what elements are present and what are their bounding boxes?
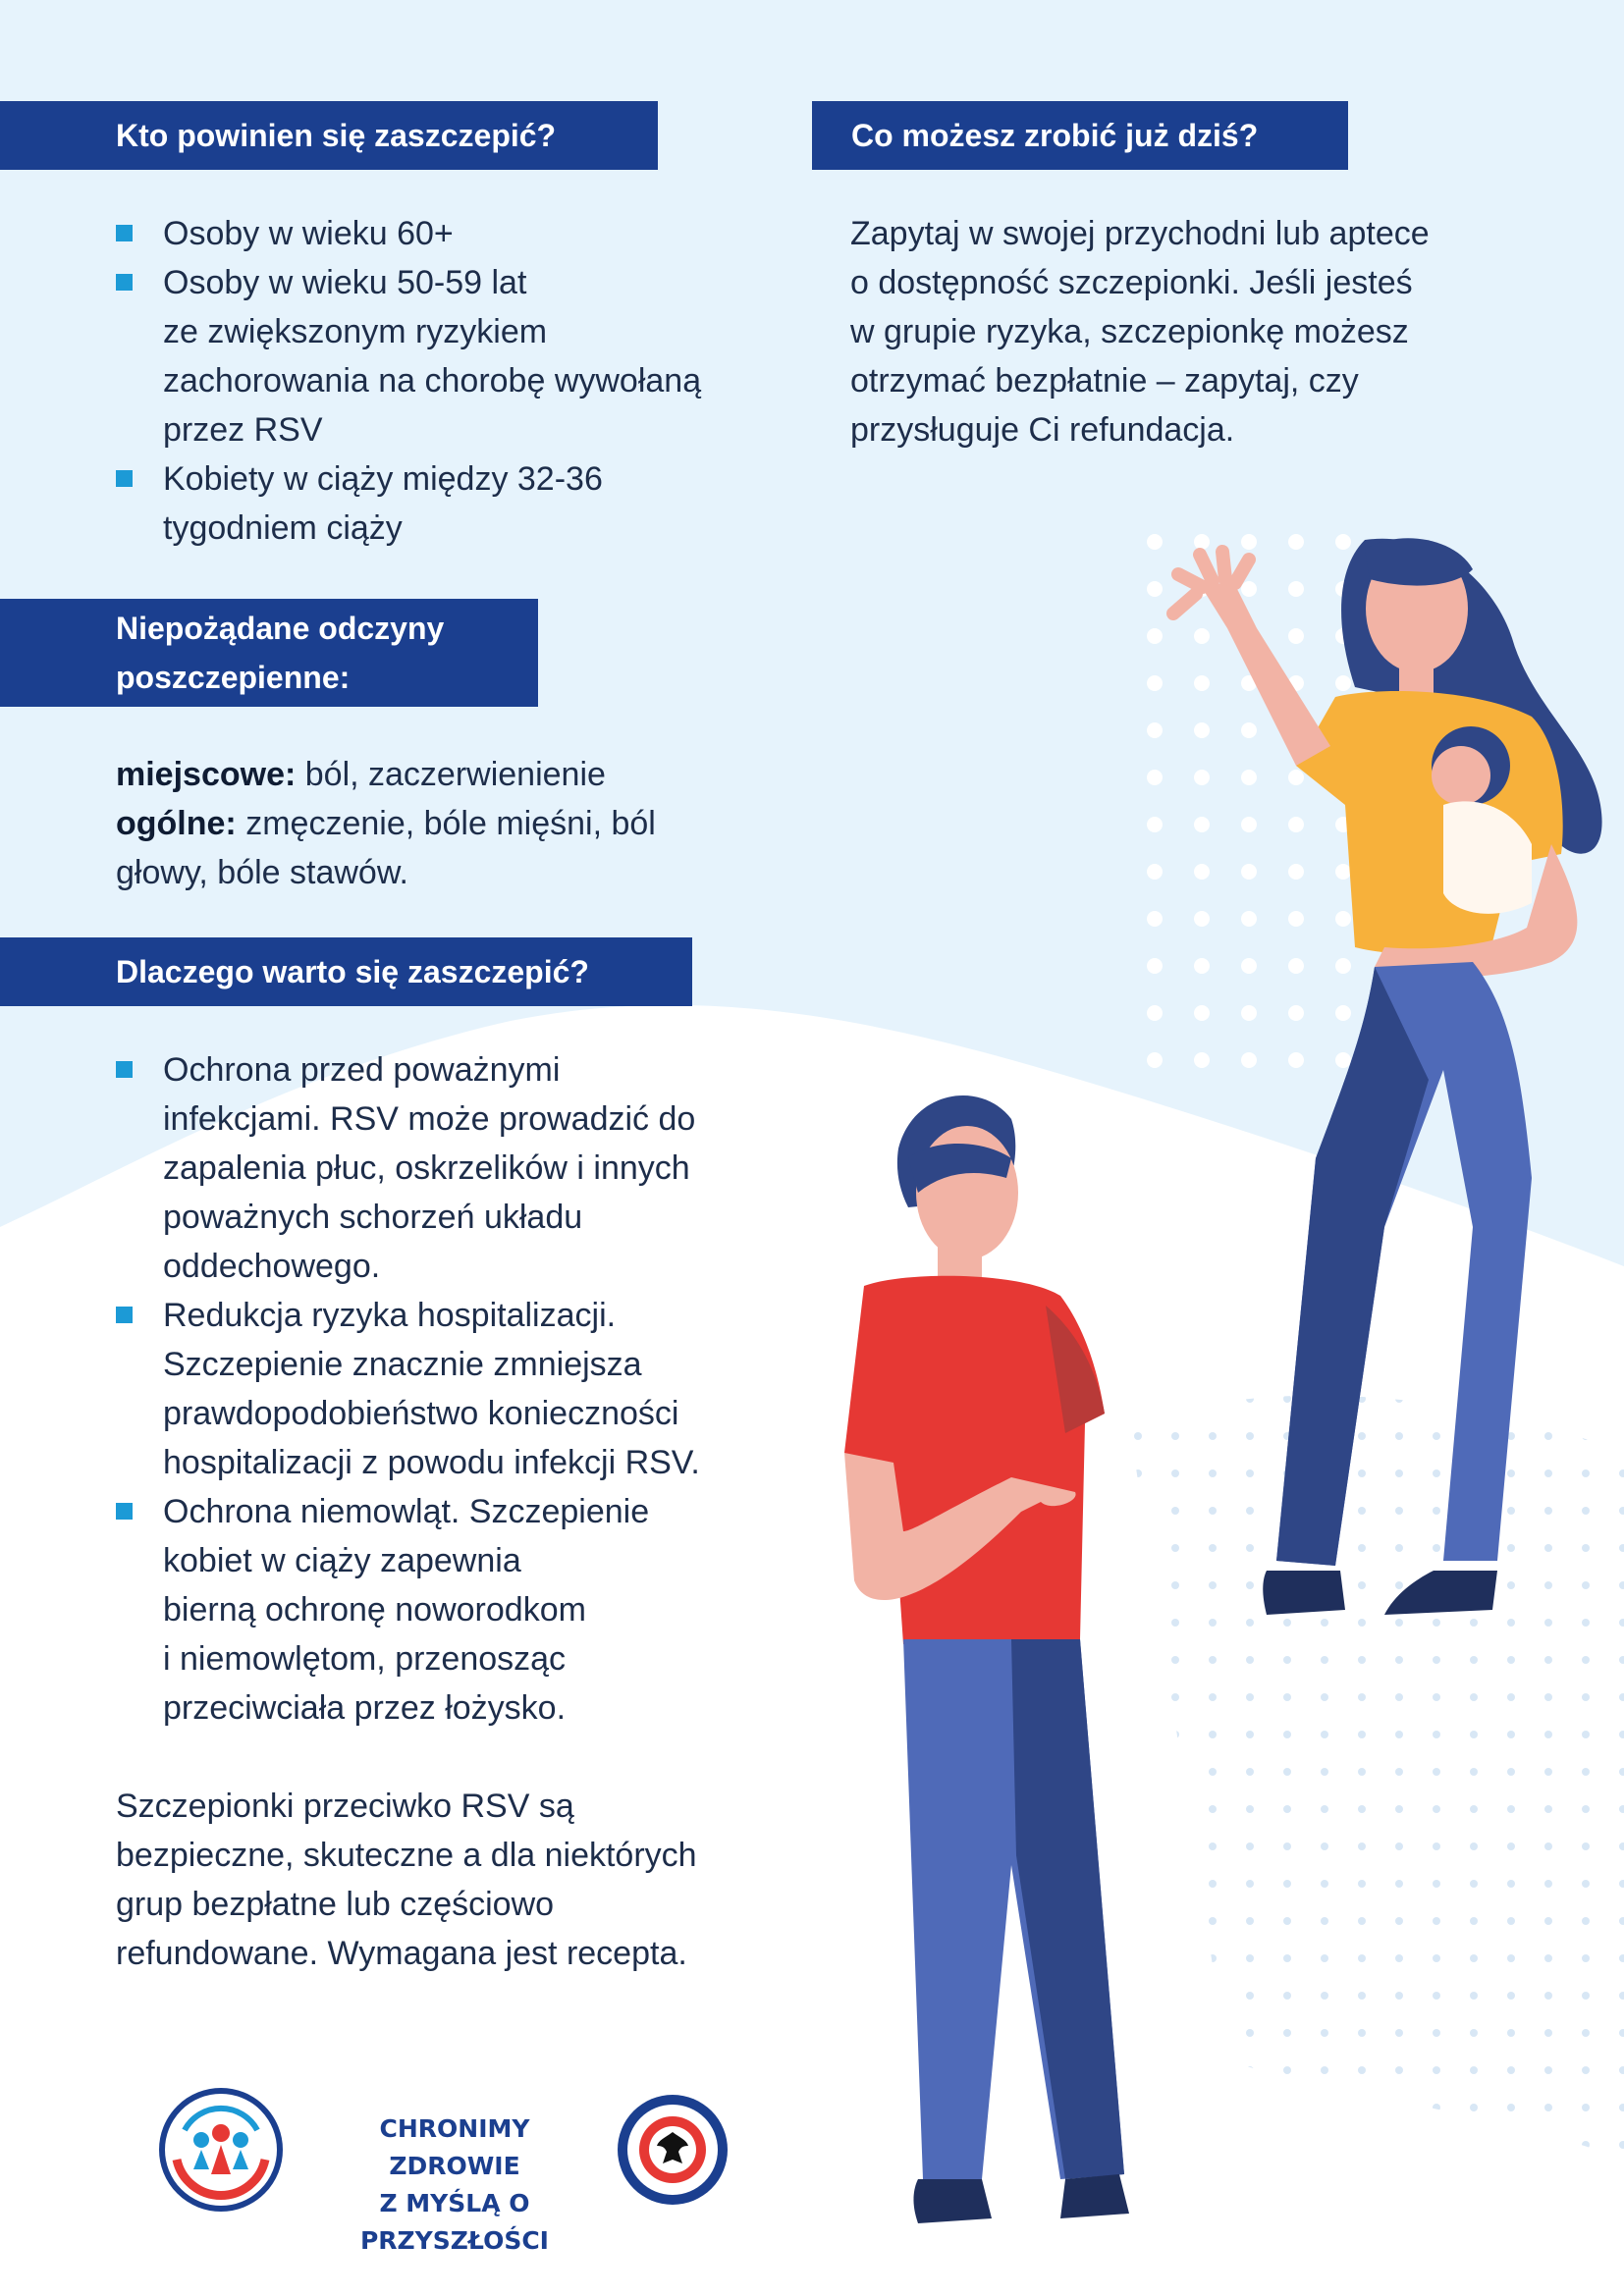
why-list: [116, 1045, 823, 1733]
list-item: Ochrona niemowląt. Szczepienie kobiet w ciąży zapewnia bierną ochronę noworodkom i niemowlętom, przenosząc przeciwciała przez łożysko.: [116, 1487, 823, 1733]
heading-who-should-vaccinate: [0, 101, 658, 170]
list-item: Kobiety w ciąży między 32-36 tygodniem ciąży: [116, 454, 803, 553]
heading-side-effects: Niepożądane odczyny poszczepienne:: [0, 599, 538, 707]
list-item: Osoby w wieku 50-59 lat ze zwiększonym ryzykiem zachorowania na chorobę wywołaną przez RSV: [116, 258, 803, 454]
sanitary-inspection-seal-icon: [614, 2091, 731, 2209]
local-label: miejscowe:: [116, 756, 297, 793]
list-item: Osoby w wieku 60+: [116, 209, 803, 258]
today-paragraph: Zapytaj w swojej przychodni lub aptece o dostępność szczepionki. Jeśli jesteś w grupie ryzyka, szczepionkę możesz otrzymać bezpłatnie – zapytaj, czy przysługuje Ci refundacja.: [850, 215, 1430, 449]
heading-what-you-can-do: [812, 101, 1348, 170]
list-item: Ochrona przed poważnymi infekcjami. RSV może prowadzić do zapalenia płuc, oskrzelików i innych poważnych schorzeń układu oddechowego.: [116, 1045, 823, 1291]
list-item: Redukcja ryzyka hospitalizacji. Szczepienie znacznie zmniejsza prawdopodobieństwo konieczności hospitalizacji z powodu infekcji RSV.: [116, 1291, 823, 1487]
side-effects-text: miejscowe: ból, zaczerwienienie ogólne: zmęczenie, bóle mięśni, ból głowy, bóle stawów.: [116, 756, 656, 891]
summary-paragraph: Szczepionki przeciwko RSV są bezpieczne, skuteczne a dla niektórych grup bezpłatne lub częściowo refundowane. Wymagana jest recepta.: [116, 1788, 697, 1972]
campaign-slogan: CHRONIMY ZDROWIE Z MYŚLĄ O PRZYSZŁOŚCI: [359, 2114, 549, 2255]
dot-grid-bottom: [1129, 1396, 1624, 2160]
general-label: ogólne:: [116, 805, 237, 842]
who-list: [116, 209, 803, 553]
heading-today-text: Co możesz zrobić już dziś?: [851, 118, 1259, 153]
man-illustration: [844, 1095, 1129, 2223]
heading-who-text: Kto powinien się zaszczepić?: [116, 118, 557, 153]
campaign-logo-icon: [157, 2086, 285, 2214]
heading-why-vaccinate: Dlaczego warto się zaszczepić?: [0, 937, 692, 1006]
